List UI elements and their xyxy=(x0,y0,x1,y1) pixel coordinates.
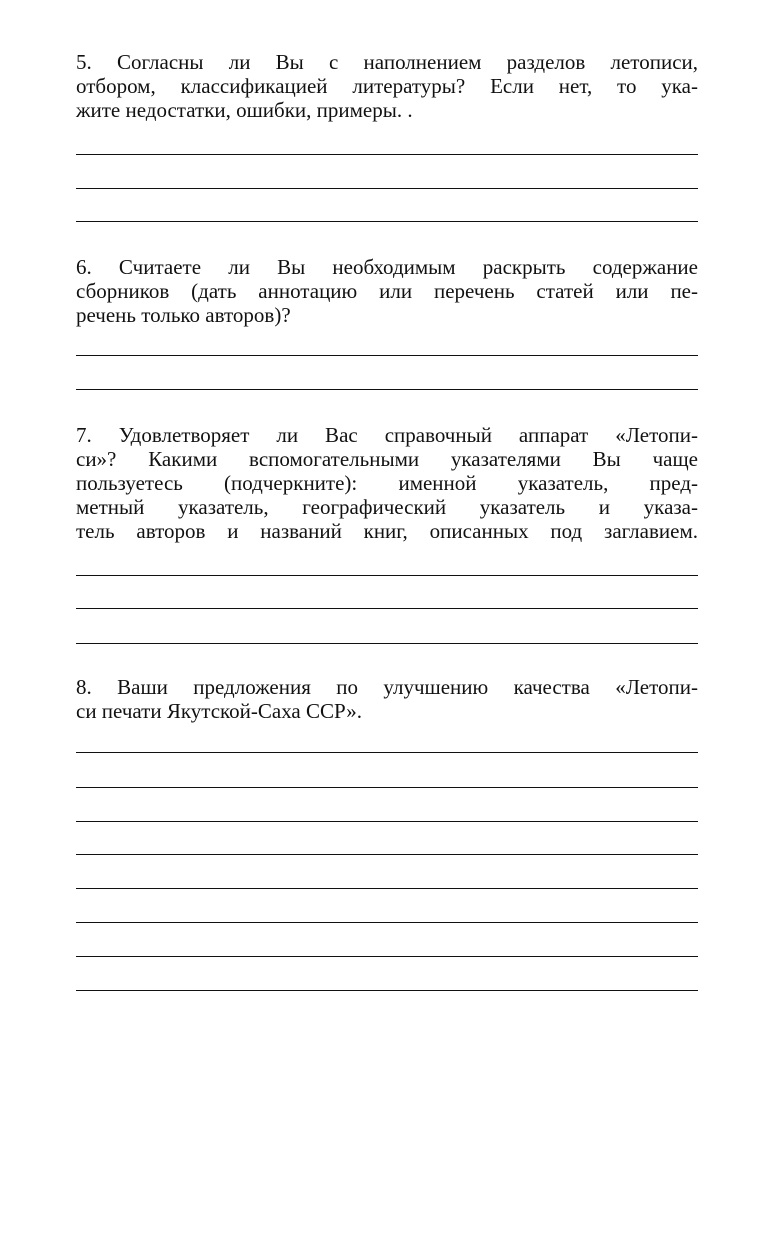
question-text-line: 7. Удовлетворяет ли Вас справочный аппарат «Летопи- xyxy=(76,423,698,447)
question-text-line: тель авторов и названий книг, описанных под заглавием. xyxy=(76,519,698,543)
question-8 xyxy=(76,675,698,723)
answer-line[interactable] xyxy=(76,643,698,644)
answer-line[interactable] xyxy=(76,922,698,923)
answer-line[interactable] xyxy=(76,821,698,822)
answer-line[interactable] xyxy=(76,608,698,609)
answer-line[interactable] xyxy=(76,787,698,788)
question-text-line: 6. Считаете ли Вы необходимым раскрыть содержание xyxy=(76,255,698,279)
question-text-line: метный указатель, географический указатель и указа- xyxy=(76,495,698,519)
question-5 xyxy=(76,50,698,122)
answer-line[interactable] xyxy=(76,752,698,753)
question-text-line: жите недостатки, ошибки, примеры. . xyxy=(76,98,413,122)
question-text-line: си печати Якутской-Саха ССР». xyxy=(76,699,362,723)
answer-line[interactable] xyxy=(76,888,698,889)
question-text-line: сборников (дать аннотацию или перечень статей или пе- xyxy=(76,279,698,303)
question-7 xyxy=(76,423,698,543)
answer-line[interactable] xyxy=(76,990,698,991)
question-text-line: пользуетесь (подчеркните): именной указатель, пред- xyxy=(76,471,698,495)
question-text-line: речень только авторов)? xyxy=(76,303,291,327)
answer-line[interactable] xyxy=(76,854,698,855)
question-text-line: 8. Ваши предложения по улучшению качества «Летопи- xyxy=(76,675,698,699)
question-text-line: 5. Согласны ли Вы с наполнением разделов летописи, xyxy=(76,50,698,74)
answer-line[interactable] xyxy=(76,956,698,957)
answer-line[interactable] xyxy=(76,188,698,189)
answer-line[interactable] xyxy=(76,221,698,222)
answer-line[interactable] xyxy=(76,575,698,576)
question-text-line: си»? Какими вспомогательными указателями Вы чаще xyxy=(76,447,698,471)
answer-line[interactable] xyxy=(76,389,698,390)
answer-line[interactable] xyxy=(76,355,698,356)
answer-line[interactable] xyxy=(76,154,698,155)
question-6 xyxy=(76,255,698,327)
question-text-line: отбором, классификацией литературы? Если нет, то ука- xyxy=(76,74,698,98)
